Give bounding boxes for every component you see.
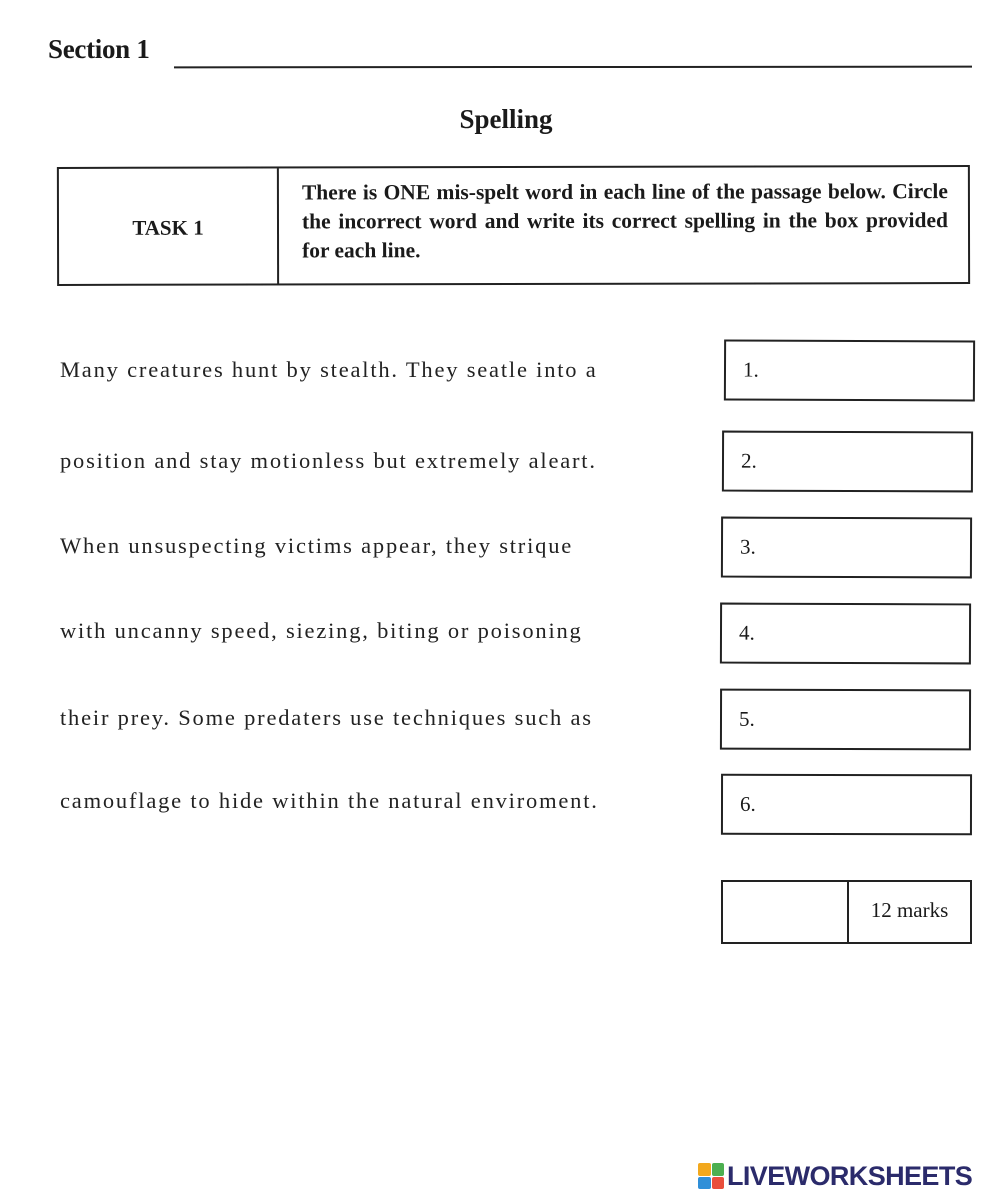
task-table xyxy=(57,165,970,286)
score-field xyxy=(723,882,849,942)
liveworksheets-logo xyxy=(698,1160,994,1192)
answer-box-1[interactable] xyxy=(724,339,975,401)
passage-line-5[interactable]: their prey. Some predaters use techniques such as xyxy=(60,705,593,730)
logo-square xyxy=(698,1177,711,1190)
answer-box-6[interactable] xyxy=(721,774,972,835)
logo-square xyxy=(712,1177,725,1190)
answer-number: 1. xyxy=(742,357,759,382)
answer-box-5[interactable] xyxy=(720,689,971,751)
task-instruction: There is ONE mis-spelt word in each line of the passage below. Circle the incorrect word and write its correct spelling in the box provided for each line. xyxy=(301,179,949,263)
answer-number: 4. xyxy=(738,620,755,645)
answer-number: 3. xyxy=(739,534,756,559)
passage-line-3[interactable]: When unsuspecting victims appear, they strique xyxy=(60,533,574,558)
answer-number: 6. xyxy=(739,791,756,816)
passage-line-4[interactable]: with uncanny speed, siezing, biting or poisoning xyxy=(60,618,583,643)
answer-number: 5. xyxy=(738,706,755,731)
total-marks: 12 marks xyxy=(870,897,949,922)
answer-number: 2. xyxy=(740,448,757,473)
logo-square xyxy=(698,1163,711,1176)
passage-line-6[interactable]: camouflage to hide within the natural enviroment. xyxy=(60,788,599,813)
passage-line-2[interactable]: position and stay motionless but extremely aleart. xyxy=(60,448,597,473)
page-title: Spelling xyxy=(459,104,553,134)
section-label: Section 1 xyxy=(48,34,150,64)
answer-box-2[interactable] xyxy=(722,431,973,493)
logo-text: LIVEWORKSHEETS xyxy=(727,1160,973,1191)
passage-line-1[interactable]: Many creatures hunt by stealth. They seatle into a xyxy=(60,357,598,382)
logo-icon xyxy=(698,1163,724,1189)
logo-square xyxy=(712,1163,725,1176)
section-name-line xyxy=(174,66,972,69)
marks-box xyxy=(721,880,972,944)
task-label: TASK 1 xyxy=(59,168,279,283)
answer-box-3[interactable] xyxy=(721,517,972,579)
answer-box-4[interactable] xyxy=(720,603,971,665)
